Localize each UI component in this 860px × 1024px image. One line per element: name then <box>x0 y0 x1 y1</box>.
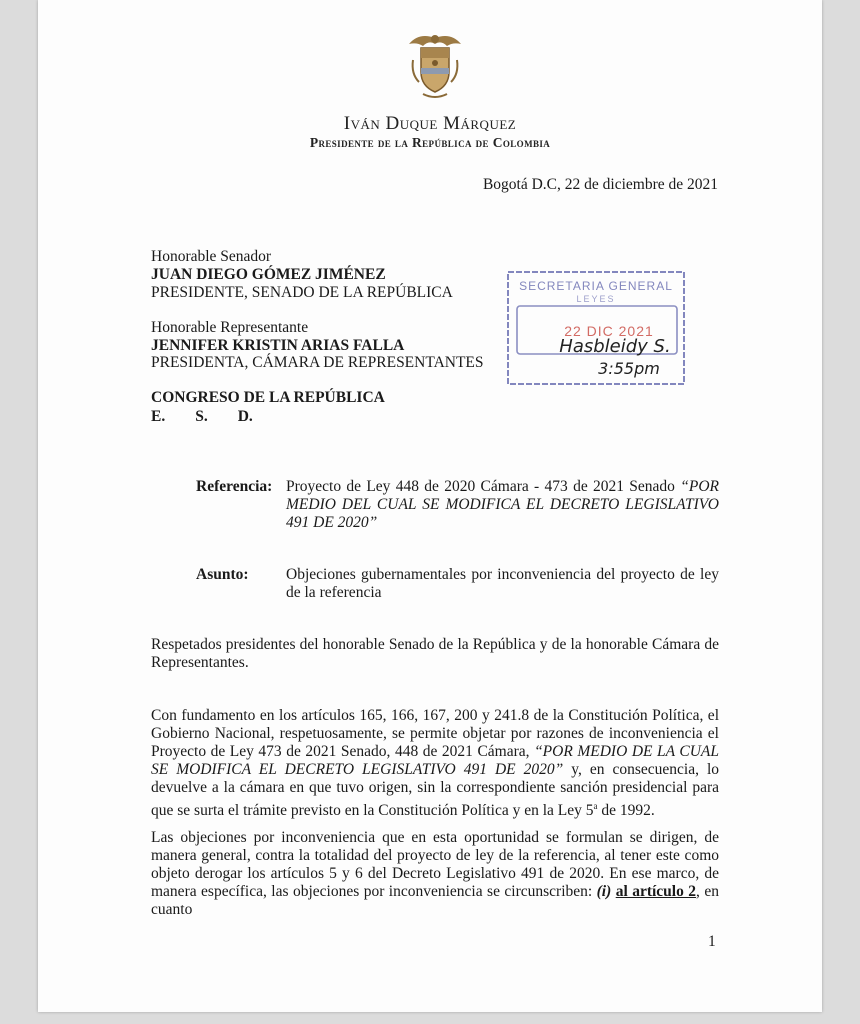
recipient-2-role: PRESIDENTA, CÁMARA DE REPRESENTANTES <box>151 354 484 371</box>
recipient-2-salutation: Honorable Representante <box>151 319 309 336</box>
greeting-paragraph: Respetados presidentes del honorable Senado de la República y de la honorable Cámara de Representantes. <box>151 636 719 671</box>
sender-name: Iván Duque Márquez <box>343 113 517 134</box>
reception-stamp <box>505 268 687 388</box>
body-paragraph-2: Las objeciones por inconveniencia que en esta oportunidad se formulan se dirigen, de manera general, contra la totalidad del proyecto de ley de la referencia, al tener este como objeto derogar los artículos 5 y 6 del Decreto Legislativo 491 de 2020. En ese marco, de manera específica, las objeciones por inconveniencia se circunscriben: (i) al artículo 2, en cuanto <box>151 829 719 918</box>
congress-heading: CONGRESO DE LA REPÚBLICA <box>151 389 385 406</box>
stamp-time: 3:55pm <box>598 359 660 378</box>
stamp-header: SECRETARIA GENERAL <box>519 279 673 293</box>
stamp-signature: Hasbleidy S. <box>559 336 671 357</box>
subject-text: Objeciones gubernamentales por inconveniencia del proyecto de ley de la referencia <box>286 566 719 601</box>
recipient-2-name: JENNIFER KRISTIN ARIAS FALLA <box>151 337 405 354</box>
esd-abbreviation: E. S. D. <box>151 408 253 425</box>
stamp-date: 22 DIC 2021 <box>564 323 654 339</box>
coat-of-arms-seal <box>403 30 467 100</box>
recipient-1-salutation: Honorable Senador <box>151 248 272 265</box>
letter-date: Bogotá D.C, 22 de diciembre de 2021 <box>482 176 718 193</box>
reference-text: Proyecto de Ley 448 de 2020 Cámara - 473 de 2021 Senado “POR MEDIO DEL CUAL SE MODIFICA EL DECRETO LEGISLATIVO 491 DE 2020” <box>286 478 719 531</box>
body-paragraph-1: Con fundamento en los artículos 165, 166, 167, 200 y 241.8 de la Constitución Política, el Gobierno Nacional, respetuosamente, se permite objetar por razones de inconveniencia el Proyecto de Ley 473 de 2021 Senado, 448 de 2021 Cámara, “POR MEDIO DE LA CUAL SE MODIFICA EL DECRETO LEGISLATIVO 491 DE 2020” y, en consecuencia, lo devuelve a la cámara en que tuvo origen, sin la correspondiente sanción presidencial para que se surta el trámite previsto en la Constitución Política y en la Ley 5$^a$ de 1992. <box>151 707 719 820</box>
reference-title: “POR MEDIO DEL CUAL SE MODIFICA EL DECRETO LEGISLATIVO 491 DE 2020” <box>286 478 719 531</box>
recipient-1-role: PRESIDENTE, SENADO DE LA REPÚBLICA <box>151 284 453 301</box>
recipient-1-name: JUAN DIEGO GÓMEZ JIMÉNEZ <box>151 266 386 283</box>
document-page <box>38 0 822 1012</box>
page-number: 1 <box>708 933 716 950</box>
reference-label: Referencia: <box>196 478 273 495</box>
stamp-sub: LEYES <box>576 294 616 304</box>
subject-label: Asunto: <box>196 566 249 583</box>
sender-title: Presidente de la República de Colombia <box>309 135 551 150</box>
